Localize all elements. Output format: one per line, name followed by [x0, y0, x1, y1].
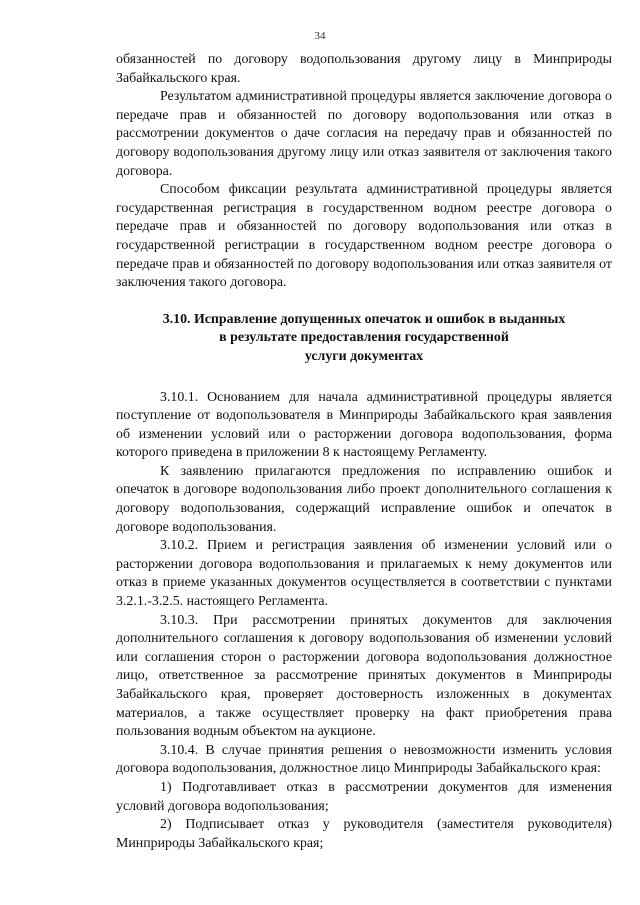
paragraph-3-10-4: 3.10.4. В случае принятия решения о невозможности изменить условия договора водопользования, должностное лицо Минприроды Забайкальского края: — [116, 742, 612, 777]
paragraph-result: Результатом административной процедуры является заключение договора о передаче прав и обязанностей по договору водопользования или отказ в рассмотрении документов о даче согласия на передачу прав и обязанностей по договору водопользования другому лицу или отказ заявителя от заключения такого договора. — [116, 89, 612, 179]
section-heading-line-1: 3.10. Исправление допущенных опечаток и ошибок в выданных — [162, 311, 566, 327]
paragraph-attachments: К заявлению прилагаются предложения по исправлению ошибок и опечаток в договоре водопользования либо проект дополнительного соглашения к договору водопользования, содержащий исправление ошибок и опечаток в договоре водопользования. — [116, 463, 612, 535]
section-heading-3-10 — [116, 311, 612, 367]
paragraph-continuation: обязанностей по договору водопользования другому лицу в Минприроды Забайкальского края. — [116, 52, 612, 86]
list-item-2: 2) Подписывает отказ у руководителя (заместителя руководителя) Минприроды Забайкальского края; — [116, 817, 612, 851]
section-heading-line-3: услуги документах — [304, 348, 424, 364]
paragraph-3-10-2: 3.10.2. Прием и регистрация заявления об изменении условий или о расторжении договора водопользования и прилагаемых к нему документов или отказ в приеме указанных документов осуществляется в соответствии с пунктами 3.2.1.-3.2.5. настоящего Регламента. — [116, 538, 612, 610]
paragraph-3-10-3: 3.10.3. При рассмотрении принятых документов для заключения дополнительного соглашения к договору водопользования об изменении условий или соглашения сторон о расторжении договора водопользования должностное лицо, ответственное за рассмотрение принятых документов в Минприроды Забайкальского края, проверяет достоверность изложенных в документах материалов, а также осуществляет проверку на факт приобретения права пользования водным объектом на аукционе. — [116, 612, 612, 740]
section-heading-line-2: в результате предоставления государственной — [219, 330, 509, 346]
paragraph-3-10-1: 3.10.1. Основанием для начала административной процедуры является поступление от водопользователя в Минприроды Забайкальского края заявления об изменении условий или о расторжении договора водопользования, форма которого приведена в приложении 8 к настоящему Регламенту. — [116, 389, 612, 461]
document-body — [116, 51, 612, 853]
list-item-1: 1) Подготавливает отказ в рассмотрении документов для изменения условий договора водопользования; — [116, 779, 612, 814]
page-number: 34 — [314, 30, 326, 42]
paragraph-fixation: Способом фиксации результата административной процедуры является государственная регистрация в государственном водном реестре договора о передаче прав и обязанностей по договору водопользования или отказ в государственной регистрации в государственном водном реестре договора о передаче прав и обязанностей по договору водопользования или отказ заявителя от заключения такого договора. — [116, 182, 612, 291]
